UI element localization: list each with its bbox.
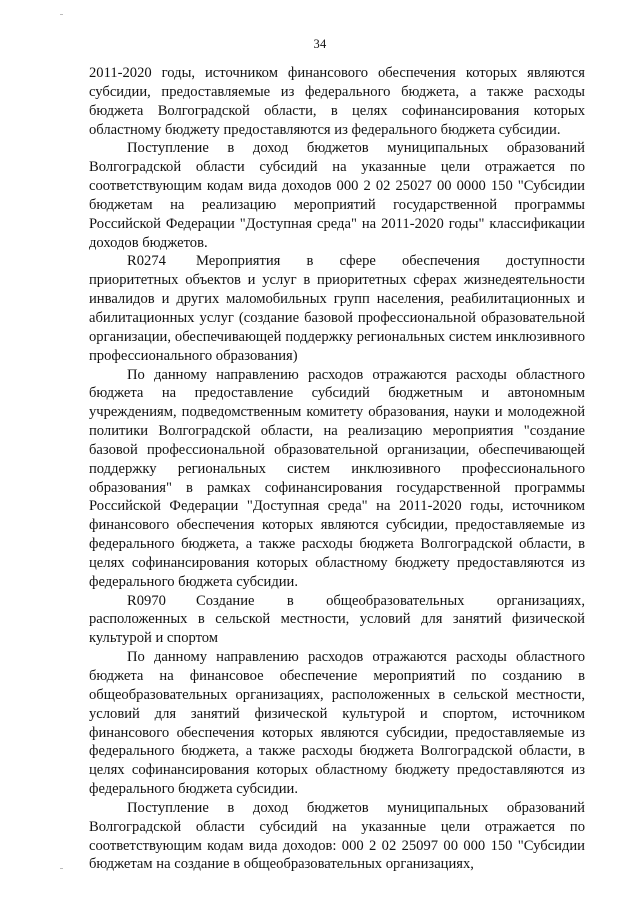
paragraph-r0274-description: По данному направлению расходов отражаются расходы областного бюджета на предоставление субсидий бюджетным и автономным учреждениям, подведомственным комитету образования, науки и молодежной политики Волгоградской области, на реализацию мероприятия "создание базовой профессиональной образовательной организации, обеспечивающей поддержку региональных систем инклюзивного профессионального образования" в рамках софинансирования государственной программы Российской Федерации "Доступная среда" на 2011-2020 годы, источником финансового обеспечения которых являются субсидии, предоставляемые из федерального бюджета, а также расходы бюджета Волгоградской области, в целях софинансирования которых областному бюджету предоставляются из федерального бюджета субсидии. (89, 366, 585, 590)
paragraph-income-25027: Поступление в доход бюджетов муниципальных образований Волгоградской области субсидий на указанные цели отражается по соответствующим кодам вида доходов 000 2 02 25027 00 0000 150 "Субсидии бюджетам на реализацию мероприятий государственной программы Российской Федерации "Доступная среда" на 2011-2020 годы" классификации доходов бюджетов. (89, 140, 585, 251)
expense-title-continued: приоритетных объектов и услуг в приоритетных сферах жизнедеятельности инвалидов и других маломобильных групп населения, реабилитационных и абилитационных услуг (создание базовой профессиональной образовательной организации, обеспечивающей поддержку региональных систем инклюзивного профессионального образования) (89, 272, 585, 364)
page-number: 34 (313, 37, 327, 51)
expense-entry-r0970 (89, 592, 585, 611)
expense-code: R0970 (127, 592, 166, 609)
expense-title: Создание в общеобразовательных организациях, (196, 592, 585, 609)
paragraph-continuation: 2011-2020 годы, источником финансового обеспечения которых являются субсидии, предоставляемые из федерального бюджета, а также расходы бюджета Волгоградской области, в целях софинансирования которых областному бюджету предоставляются из федерального бюджета субсидии. (89, 65, 585, 138)
paragraph-income-25097: Поступление в доход бюджетов муниципальных образований Волгоградской области субсидий на указанные цели отражается по соответствующим кодам вида доходов: 000 2 02 25097 00 000 150 "Субсидии бюджетам на создание в общеобразовательных организациях, (89, 799, 585, 873)
paragraph-r0970-description: По данному направлению расходов отражаются расходы областного бюджета на финансовое обеспечение мероприятий по созданию в общеобразовательных организациях, расположенных в сельской местности, условий для занятий физической культурой и спортом, источником финансового обеспечения которых являются субсидии, предоставляемые из федерального бюджета, а также расходы бюджета Волгоградской области, в целях софинансирования которых областному бюджету предоставляются из федерального бюджета субсидии. (89, 649, 585, 798)
expense-code: R0274 (127, 253, 166, 270)
expense-entry-r0274 (89, 252, 585, 271)
expense-title-continued: расположенных в сельской местности, условий для занятий физической культурой и спортом (89, 611, 585, 647)
expense-title: Мероприятия в сфере обеспечения доступности (196, 253, 585, 270)
document-body (89, 64, 585, 874)
scan-mark-bottom (60, 868, 63, 869)
scan-mark-top (60, 14, 63, 15)
